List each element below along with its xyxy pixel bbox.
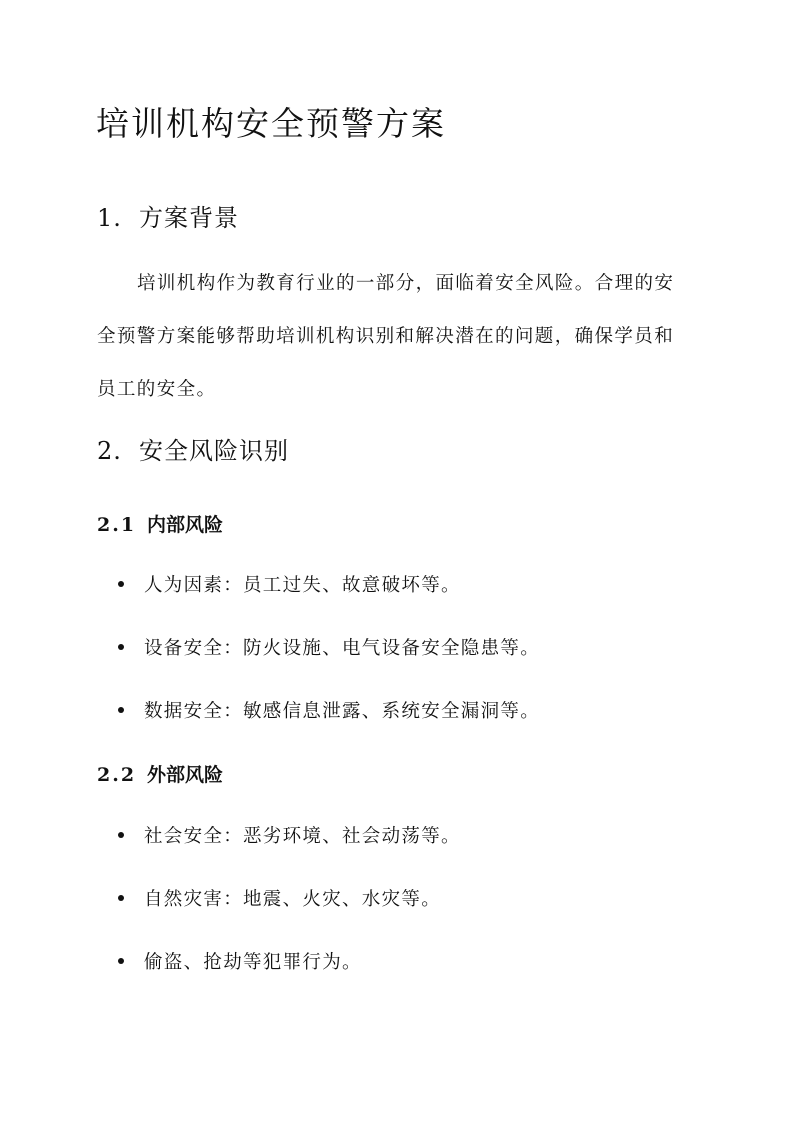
subsection-number: 2.1 <box>97 514 137 536</box>
paragraph-line: 培训机构作为教育行业的一部分，面临着安全风险。合理的安 <box>137 273 675 294</box>
list-item <box>118 634 540 660</box>
list-item-text: 偷盗、抢劫等犯罪行为。 <box>144 952 362 973</box>
section-title: 安全风险识别 <box>139 437 289 465</box>
section-number: 1. <box>97 204 122 232</box>
list-item <box>118 822 461 848</box>
list-item-text: 数据安全：敏感信息泄露、系统安全漏洞等。 <box>144 701 541 722</box>
section-number: 2. <box>97 437 122 465</box>
section-heading-background <box>97 198 239 233</box>
subsection-title: 内部风险 <box>147 514 224 536</box>
list-item-text: 社会安全：恶劣环境、社会动荡等。 <box>144 826 461 847</box>
subsection-number: 2.2 <box>97 764 137 786</box>
paragraph-line: 全预警方案能够帮助培训机构识别和解决潜在的问题，确保学员和 <box>97 326 675 347</box>
bullet-icon <box>118 958 124 964</box>
section-heading-risk-identification <box>97 431 289 466</box>
bullet-icon <box>118 895 124 901</box>
list-item <box>118 697 540 723</box>
background-paragraph <box>97 257 707 416</box>
list-item-text: 人为因素：员工过失、故意破坏等。 <box>144 575 461 596</box>
list-item <box>118 885 441 911</box>
subsection-heading-internal <box>97 510 223 537</box>
bullet-icon <box>118 581 124 587</box>
subsection-title: 外部风险 <box>147 764 224 786</box>
paragraph-line: 员工的安全。 <box>97 379 217 400</box>
list-item-text: 自然灾害：地震、火灾、水灾等。 <box>144 889 442 910</box>
bullet-icon <box>118 707 124 713</box>
subsection-heading-external <box>97 760 223 787</box>
section-title: 方案背景 <box>139 204 239 232</box>
list-item-text: 设备安全：防火设施、电气设备安全隐患等。 <box>144 638 541 659</box>
list-item <box>118 948 362 974</box>
document-title: 培训机构安全预警方案 <box>96 104 446 143</box>
bullet-icon <box>118 644 124 650</box>
bullet-icon <box>118 832 124 838</box>
list-item <box>118 571 461 597</box>
